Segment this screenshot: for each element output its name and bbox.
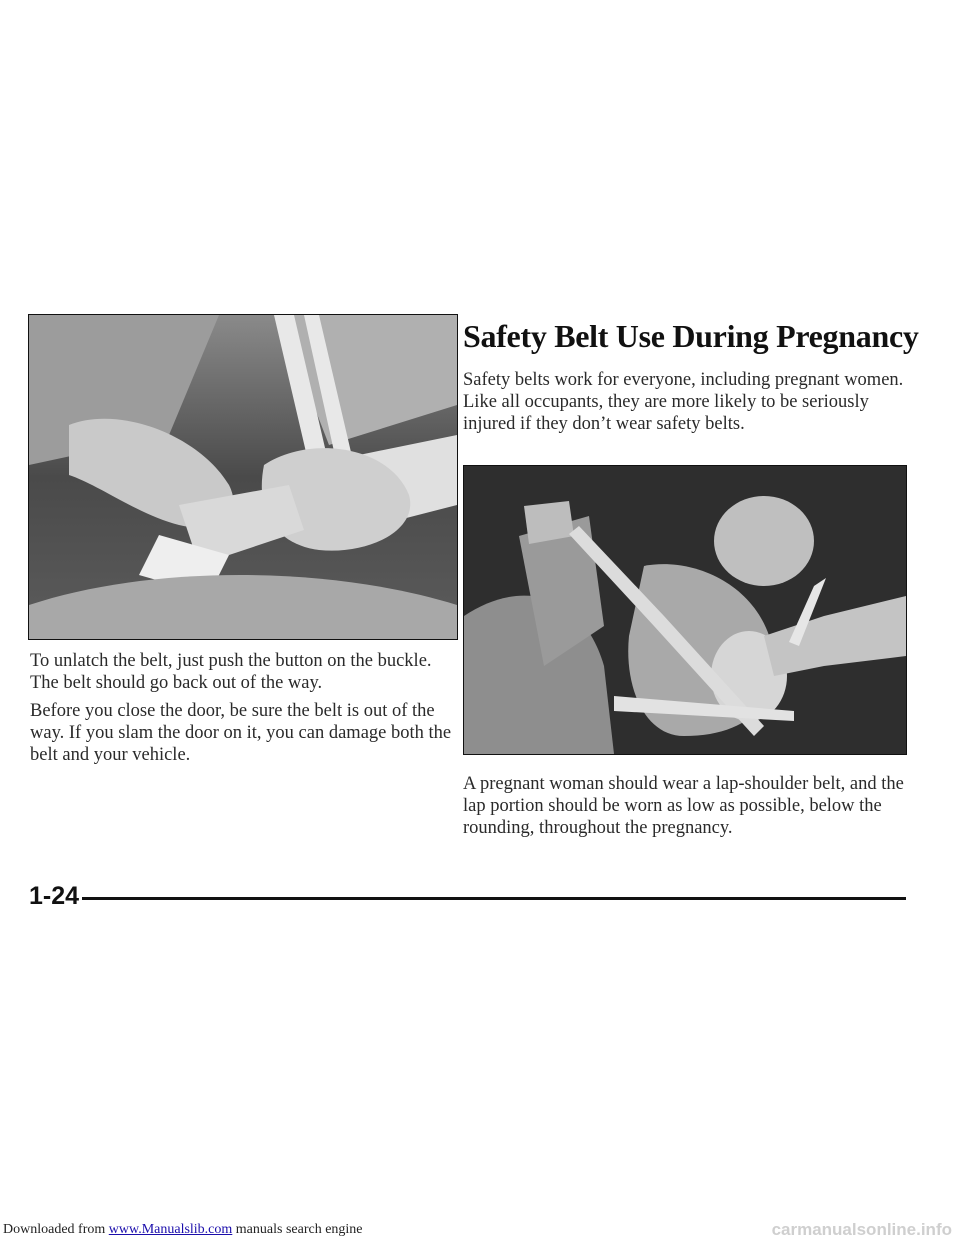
watermark: carmanualsonline.info [771,1220,952,1239]
pregnant-belt-photo [463,465,907,755]
footer-prefix: Downloaded from [3,1222,109,1237]
page-number: 1-24 [29,882,80,910]
buckle-photo [28,314,458,640]
footer-suffix: manuals search engine [232,1222,363,1237]
download-footer [3,1222,363,1238]
manualslib-link[interactable]: www.Manualslib.com [108,1222,233,1237]
before-close-door-paragraph: Before you close the door, be sure the belt is out of the way. If you slam the door on it, you can damage both the belt and your vehicle. [30,701,452,765]
intro-paragraph: Safety belts work for everyone, including pregnant women. Like all occupants, they are more likely to be seriously injured if they don’t wear safety belts. [463,370,904,434]
section-heading: Safety Belt Use During Pregnancy [463,318,919,354]
page-divider [82,897,906,900]
pregnant-paragraph: A pregnant woman should wear a lap-shoulder belt, and the lap portion should be worn as low as possible, below the rounding, throughout the pregnancy. [463,774,904,838]
unlatch-paragraph: To unlatch the belt, just push the button on the buckle. The belt should go back out of the way. [30,651,432,693]
